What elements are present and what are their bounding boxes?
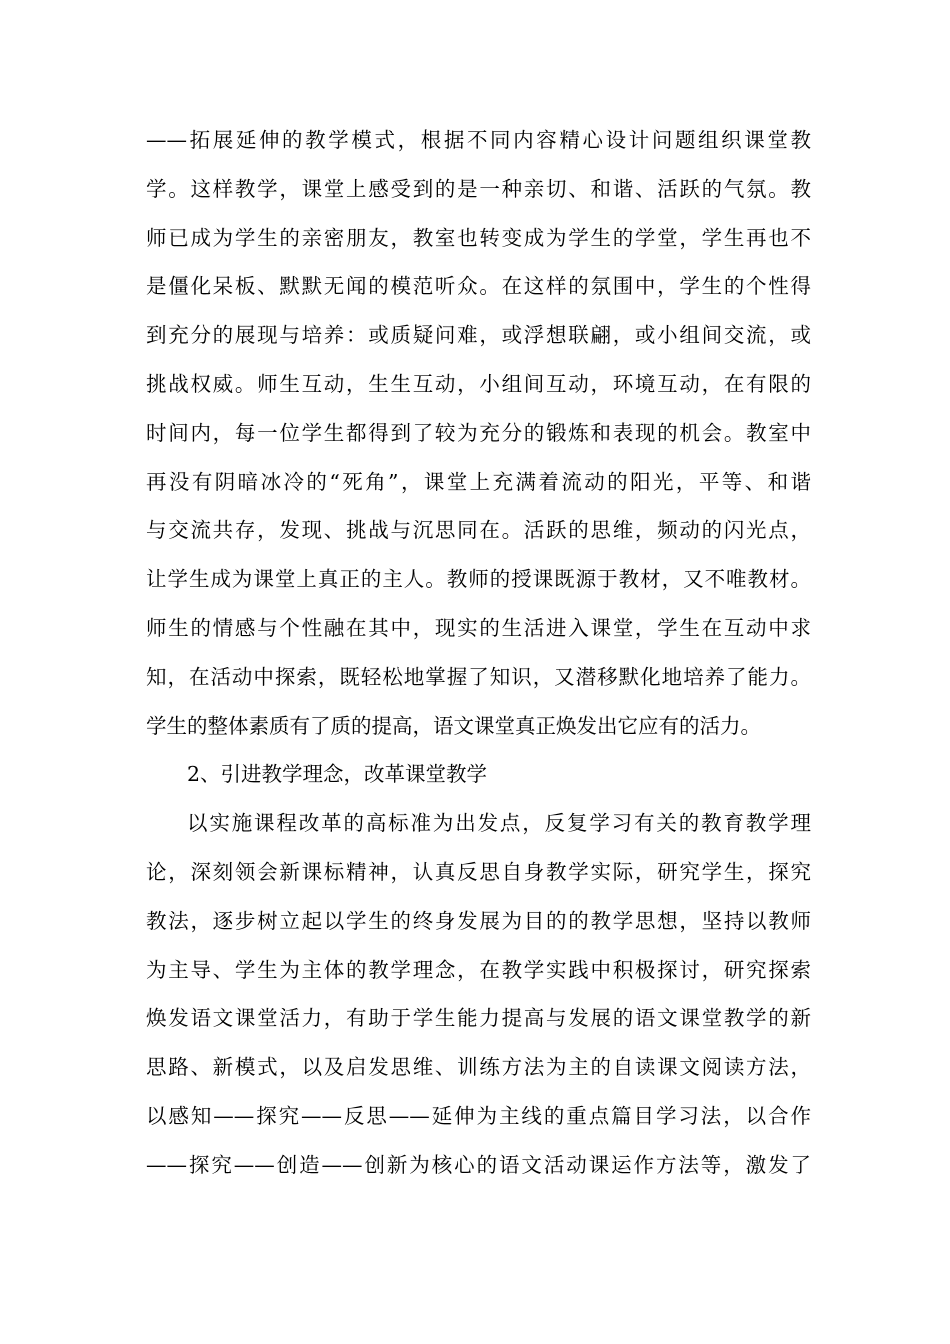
text-line: 知，在活动中探索，既轻松地掌握了知识，又潜移默化地培养了能力。 <box>146 664 811 689</box>
text-line: 挑战权威。师生互动，生生互动，小组间互动，环境互动，在有限的 <box>146 371 811 396</box>
text-line: 再没有阴暗冰冷的“死角”，课堂上充满着流动的阳光，平等、和谐 <box>146 469 811 494</box>
text-line: 以感知——探究——反思——延伸为主线的重点篇目学习法，以合作 <box>146 1103 811 1128</box>
text-line: 为主导、学生为主体的教学理念，在教学实践中积极探讨，研究探索 <box>146 957 811 982</box>
text-line: 2、引进教学理念，改革课堂教学 <box>187 762 488 787</box>
text-line: 焕发语文课堂活力，有助于学生能力提高与发展的语文课堂教学的新 <box>146 1006 811 1031</box>
text-line: 让学生成为课堂上真正的主人。教师的授课既源于教材，又不唯教材。 <box>146 567 811 592</box>
text-line: 论，深刻领会新课标精神，认真反思自身教学实际，研究学生，探究 <box>146 859 811 884</box>
text-line: 思路、新模式，以及启发思维、训练方法为主的自读课文阅读方法， <box>146 1055 811 1080</box>
text-line: 到充分的展现与培养：或质疑问难，或浮想联翩，或小组间交流，或 <box>146 323 811 348</box>
text-line: 学生的整体素质有了质的提高，语文课堂真正焕发出它应有的活力。 <box>146 713 761 738</box>
text-line: 教法，逐步树立起以学生的终身发展为目的的教学思想，坚持以教师 <box>146 908 811 933</box>
text-line: 师已成为学生的亲密朋友，教室也转变成为学生的学堂，学生再也不 <box>146 225 811 250</box>
document-body-text <box>146 116 811 1190</box>
text-line: 与交流共存，发现、挑战与沉思同在。活跃的思维，频动的闪光点， <box>146 518 811 543</box>
text-line: 时间内，每一位学生都得到了较为充分的锻炼和表现的机会。教室中 <box>146 420 811 445</box>
text-line: 是僵化呆板、默默无闻的模范听众。在这样的氛围中，学生的个性得 <box>146 274 811 299</box>
text-line: 以实施课程改革的高标准为出发点，反复学习有关的教育教学理 <box>187 811 811 836</box>
text-line: ——探究——创造——创新为核心的语文活动课运作方法等，激发了 <box>146 1152 811 1177</box>
text-line: ——拓展延伸的教学模式，根据不同内容精心设计问题组织课堂教 <box>146 128 811 152</box>
text-line: 师生的情感与个性融在其中，现实的生活进入课堂，学生在互动中求 <box>146 615 811 640</box>
text-line: 学。这样教学，课堂上感受到的是一种亲切、和谐、活跃的气氛。教 <box>146 176 811 201</box>
